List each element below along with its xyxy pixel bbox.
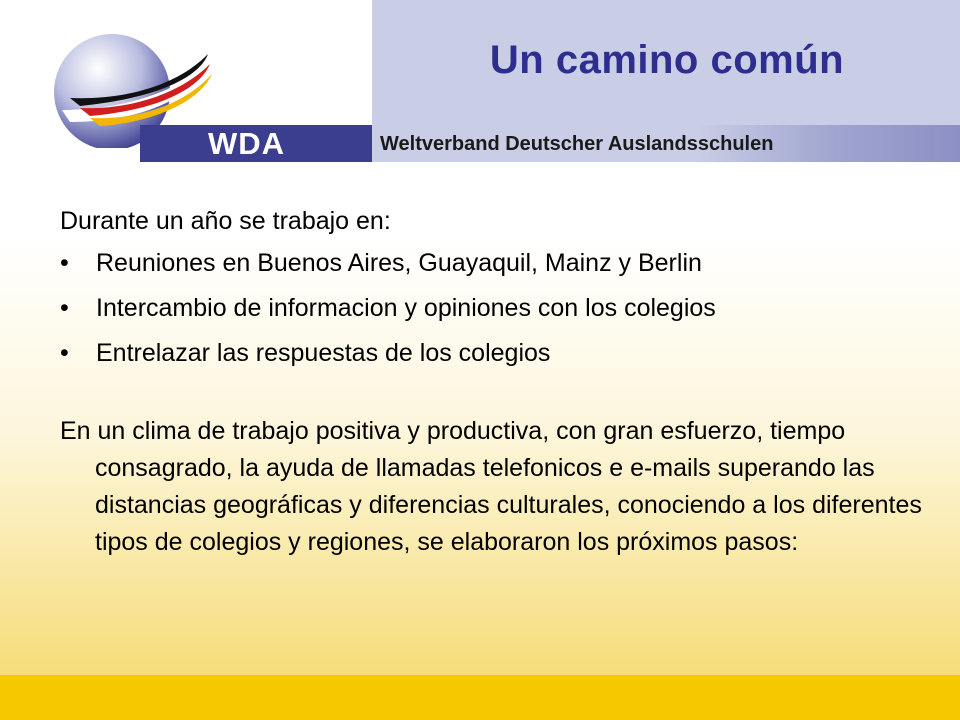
intro-text: Durante un año se trabajo en: — [60, 207, 391, 235]
summary-paragraph: En un clima de trabajo positiva y productiva, con gran esfuerzo, tiempo consagrado, la ayuda de llamadas telefonicos e e-mails superando las distancias geográficas y diferencias culturales, conociendo a los diferentes tipos de colegios y regiones, se elaboraron los próximos pasos: — [60, 417, 922, 556]
bullet-item — [60, 335, 940, 371]
organization-name: Weltverband Deutscher Auslandsschulen — [380, 133, 774, 155]
slide-body — [60, 203, 940, 561]
bullet-dot-icon: • — [60, 339, 69, 367]
bullet-dot-icon: • — [60, 294, 69, 322]
bullet-item — [60, 290, 940, 326]
slide-header — [0, 0, 960, 165]
bullet-text: Intercambio de informacion y opiniones con los colegios — [96, 294, 716, 322]
slide-title: Un camino común — [489, 38, 845, 82]
bullet-text: Entrelazar las respuestas de los colegios — [96, 339, 551, 367]
wda-logo-text: WDA — [208, 126, 286, 161]
bullet-text: Reuniones en Buenos Aires, Guayaquil, Mainz y Berlin — [96, 249, 702, 277]
bottom-bar — [0, 675, 960, 720]
bullet-dot-icon: • — [60, 249, 69, 277]
bullet-item — [60, 245, 940, 281]
bullet-list — [60, 245, 940, 371]
